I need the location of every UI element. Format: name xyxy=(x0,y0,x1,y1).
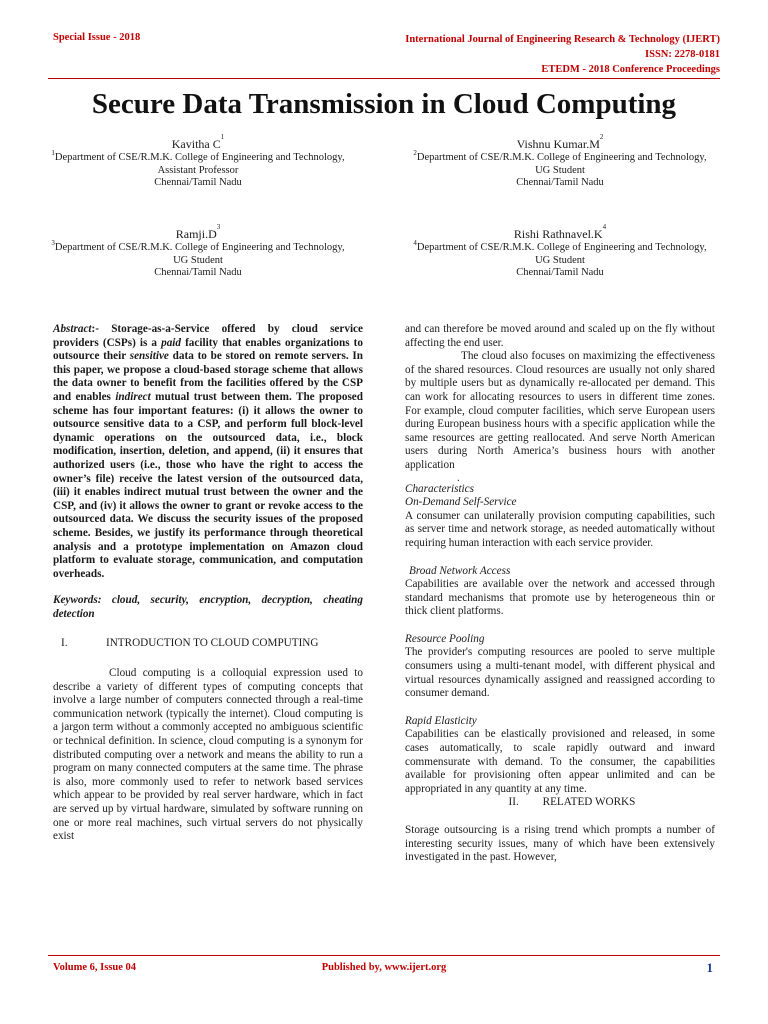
broad-network-heading: Broad Network Access xyxy=(409,564,511,577)
abstract-sep: :- xyxy=(91,323,112,335)
page-number: 1 xyxy=(706,960,713,975)
author-name: Ramji.D xyxy=(175,227,217,241)
author-role: UG Student xyxy=(173,254,223,266)
abstract-text: facility that enables organizations to outsource their xyxy=(53,336,363,363)
author-name: Vishnu Kumar.M xyxy=(516,137,600,151)
abstract-text: mutual trust between them. The proposed scheme has four important features: (i) it allows the owner to outsource sensitive data to a CSP, and perform full block-level dynamic operations on the outsourced data, i.e., block modification, insertion, deletion, and append, (ii) it ensures that authorized users (i.e., those who have the right to access the owner’s file) receive the latest version of the outsourced data, (iii) it enables indirect mutual trust between the owner and the CSP, and (iv) it allows the owner to grant or revoke access to the outsourced data. We discuss the security issues of the proposed scheme. Besides, we justify its performance through theoretical analysis and a prototype implementation on Amazon cloud platform to evaluate storage, communication, and computation overheads. xyxy=(53,390,363,580)
section-number: II. xyxy=(508,796,519,809)
broad-network-paragraph: Capabilities are available over the network and accessed through standard mechanisms that promote use by heterogeneous thin or thick client platforms. xyxy=(405,578,715,618)
author-role: UG Student xyxy=(535,164,585,176)
author-block-1 xyxy=(48,133,348,190)
resource-pooling-paragraph: The provider's computing resources are pooled to serve multiple consumers using a multi-tenant model, with different physical and virtual resources dynamically assigned and reassigned according to consumer demand. xyxy=(405,646,715,700)
abstract-text: data to be stored on remote servers. In this paper, we propose a cloud-based storage scheme that allows the data owner to benefit from the facilities offered by the CSP and enables xyxy=(53,350,363,403)
author-location: Chennai/Tamil Nadu xyxy=(154,177,242,189)
author-sup: 3 xyxy=(216,223,221,231)
left-column xyxy=(53,323,363,844)
section-heading-intro xyxy=(53,637,363,651)
author-role: UG Student xyxy=(535,254,585,266)
issn: ISSN: 2278-0181 xyxy=(645,49,720,60)
abstract xyxy=(53,323,363,581)
author-location: Chennai/Tamil Nadu xyxy=(154,267,242,279)
resource-pooling-heading: Resource Pooling xyxy=(405,632,485,645)
author-dept: Department of CSE/R.M.K. College of Engineering and Technology, xyxy=(416,242,707,253)
author-dept: Department of CSE/R.M.K. College of Engineering and Technology, xyxy=(416,152,707,163)
author-role: Assistant Professor xyxy=(157,164,239,176)
rapid-elasticity-paragraph: Capabilities can be elastically provisioned and released, in some cases automatically, to scale rapidly outward and inward commensurate with demand. To the consumer, the capabilities available for provisioning often appear unlimited and can be appropriated in any quantity at any time. xyxy=(405,728,715,795)
author-block-4 xyxy=(410,223,710,280)
abstract-emph: sensitive xyxy=(129,350,169,363)
rapid-elasticity-heading: Rapid Elasticity xyxy=(405,714,477,727)
continued-paragraph: and can therefore be moved around and scaled up on the fly without affecting the end user. xyxy=(405,323,715,349)
section-heading-related xyxy=(405,796,715,810)
header-divider xyxy=(48,78,720,79)
author-name: Rishi Rathnavel.K xyxy=(513,227,603,241)
author-sup: 1 xyxy=(220,133,225,141)
abstract-emph: paid xyxy=(161,336,181,349)
special-issue-label: Special Issue - 2018 xyxy=(53,32,141,43)
footer-divider xyxy=(48,955,720,956)
keywords: Keywords: cloud, security, encryption, decryption, cheating detection xyxy=(53,594,363,620)
author-block-3 xyxy=(48,223,348,280)
author-dept: Department of CSE/R.M.K. College of Engineering and Technology, xyxy=(54,242,345,253)
right-column xyxy=(405,323,715,865)
author-sup: 4 xyxy=(602,223,607,231)
volume-issue: Volume 6, Issue 04 xyxy=(53,962,137,973)
author-block-2 xyxy=(410,133,710,190)
journal-header xyxy=(405,32,720,77)
author-location: Chennai/Tamil Nadu xyxy=(516,267,604,279)
cloud-resources-paragraph: The cloud also focuses on maximizing the effectiveness of the shared resources. Cloud resources are usually not only shared by multiple users but as dynamically re-allocated per demand. This can work for allocating resources to users in different time zones. For example, cloud computer facilities, which serve European users during European business hours with a specific application while the same resources are getting reallocated. And serve North American users during North America’s business hours with another application xyxy=(405,350,715,471)
author-location: Chennai/Tamil Nadu xyxy=(516,177,604,189)
intro-paragraph: Cloud computing is a colloquial expression used to describe a variety of different types of computing concepts that involve a large number of computers connected through a real-time communication network (typically the internet). Cloud computing is a jargon term without a commonly accepted no ambiguous scientific or technical definition. In science, cloud computing is a synonym for distributed computing over a network and means the ability to run a program on many connected computers at the same time. The phrase is also, more commonly used to refer to network based services which appear to be provided by real server hardware, which in fact are served up by virtual hardware, simulated by software running on one or more real machines, such virtual servers do not physically exist xyxy=(53,667,363,843)
journal-name: International Journal of Engineering Research & Technology (IJERT) xyxy=(405,34,720,45)
dept-sup: 3 xyxy=(51,239,55,247)
section-title: INTRODUCTION TO CLOUD COMPUTING xyxy=(106,637,319,650)
dept-sup: 4 xyxy=(413,239,417,247)
section-title: RELATED WORKS xyxy=(542,796,636,809)
abstract-text: Storage-as-a-Service offered by cloud service providers (CSPs) is a xyxy=(53,323,363,349)
abstract-label: Abstract xyxy=(53,323,92,335)
author-dept: Department of CSE/R.M.K. College of Engineering and Technology, xyxy=(54,152,345,163)
conference-proceedings: ETEDM - 2018 Conference Proceedings xyxy=(541,64,720,75)
on-demand-paragraph: A consumer can unilaterally provision computing capabilities, such as server time and network storage, as needed automatically without requiring human interaction with each service provider. xyxy=(405,509,715,549)
abstract-emph: indirect xyxy=(115,390,151,403)
stray-period: . xyxy=(457,471,460,484)
publisher-link[interactable]: Published by, www.ijert.org xyxy=(321,962,447,973)
dept-sup: 2 xyxy=(413,149,417,157)
section-number: I. xyxy=(61,637,68,650)
on-demand-heading: On-Demand Self-Service xyxy=(405,496,517,509)
author-sup: 2 xyxy=(599,133,604,141)
paper-title: Secure Data Transmission in Cloud Computing xyxy=(91,88,677,120)
characteristics-heading: Characteristics xyxy=(405,482,474,495)
author-name: Kavitha C xyxy=(171,137,221,151)
dept-sup: 1 xyxy=(51,149,55,157)
related-works-paragraph: Storage outsourcing is a rising trend which prompts a number of interesting security issues, many of which have been extensively investigated in the past. However, xyxy=(405,824,715,864)
